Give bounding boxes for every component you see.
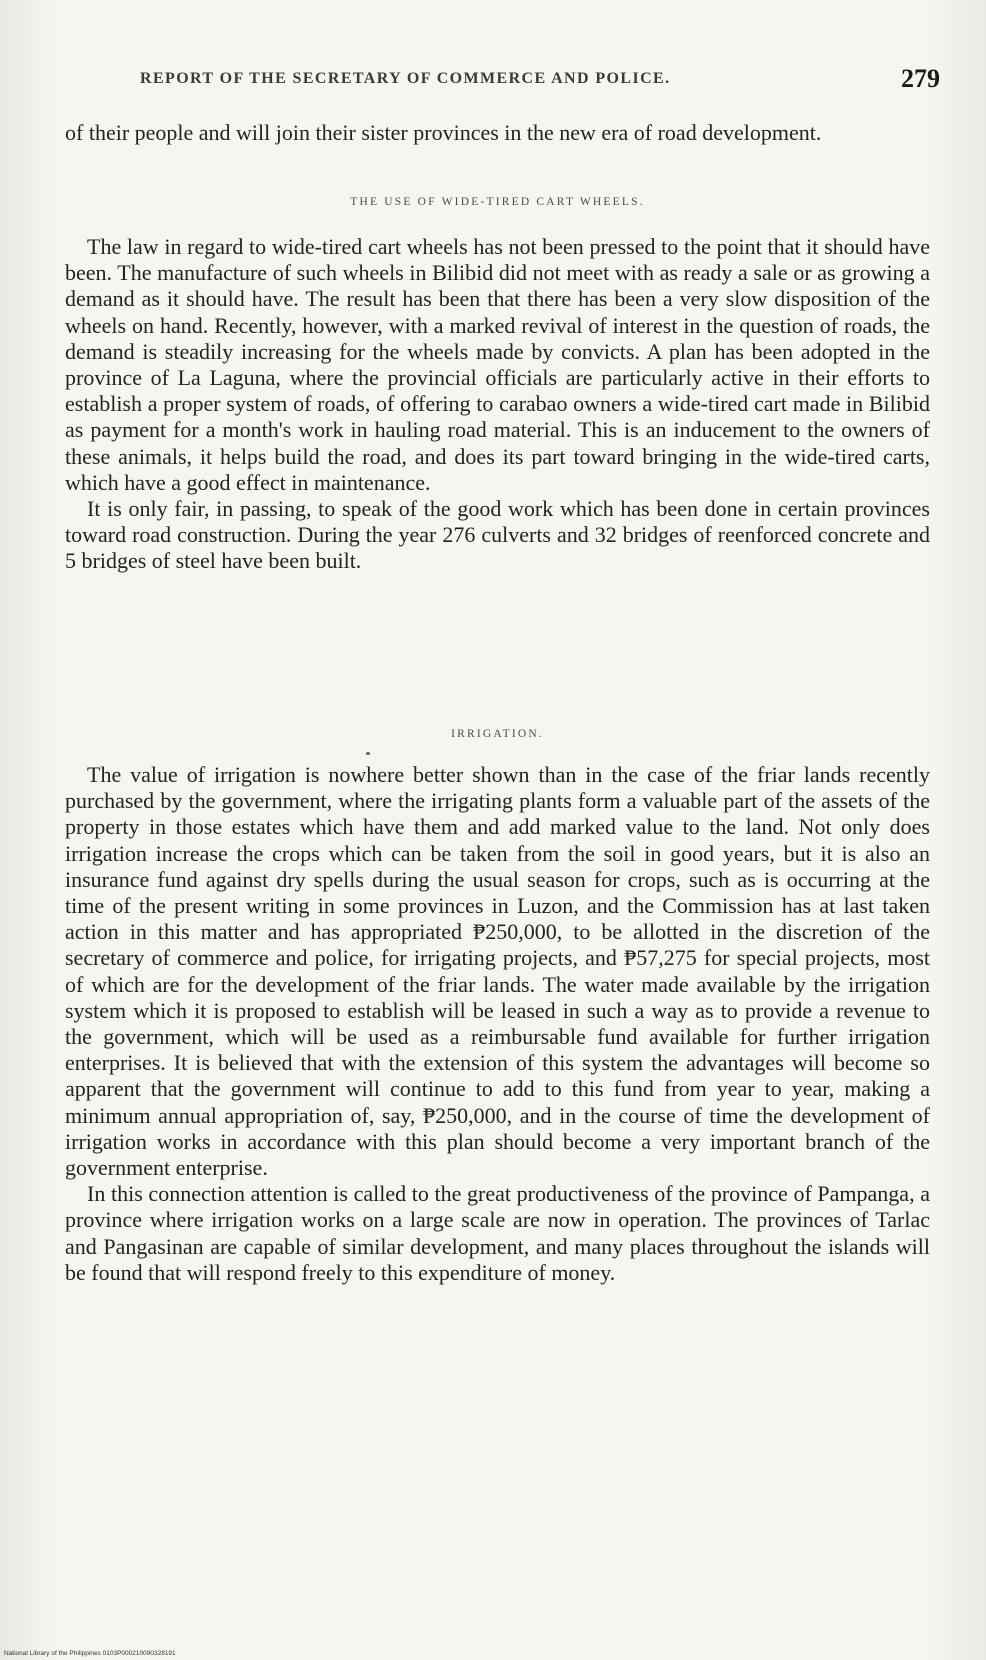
ink-speck <box>366 752 370 755</box>
page-number: 279 <box>901 64 940 93</box>
continuation-paragraph: of their people and will join their sister provinces in the new era of road development. <box>65 120 822 145</box>
paragraph-cart-wheels-law: The law in regard to wide-tired cart wheels has not been pressed to the point that it should have been. The manufacture of such wheels in Bilibid did not meet with as ready a sale or as growing a demand as it should have. The result has been that there has been a very slow disposition of the wheels on hand. Recently, however, with a marked revival of interest in the question of roads, the demand is steadily increasing for the wheels made by convicts. A plan has been adopted in the province of La Laguna, where the provincial officials are particularly active in their efforts to establish a proper system of roads, of offering to carabao owners a wide-tired cart made in Bilibid as payment for a month's work in hauling road material. This is an inducement to the owners of these animals, it helps build the road, and does its part toward bringing in the wide-tired carts, which have a good effect in maintenance. <box>65 234 930 495</box>
continuation-text <box>65 120 930 146</box>
section-heading-wide-tired-cart-wheels: THE USE OF WIDE-TIRED CART WHEELS. <box>350 196 645 208</box>
paragraph-pampanga: In this connection attention is called to the great productiveness of the province of Pampanga, a province where irrigation works on a large scale are now in operation. The provinces of Tarlac and Pangasinan are capable of similar development, and many places throughout the islands will be found that will respond freely to this expenditure of money. <box>65 1181 930 1285</box>
paragraph-road-construction: It is only fair, in passing, to speak of the good work which has been done in certain provinces toward road construction. During the year 276 culverts and 32 bridges of reenforced concrete and 5 bridges of steel have been built. <box>65 496 930 574</box>
paragraph-irrigation-value: The value of irrigation is nowhere better shown than in the case of the friar lands recently purchased by the government, where the irrigating plants form a valuable part of the assets of the property in those estates which have them and add marked value to the land. Not only does irrigation increase the crops which can be taken from the soil in good years, but it is also an insurance fund against dry spells during the usual season for crops, such as is occurring at the time of the present writing in some provinces in Luzon, and the Commission has at last taken action in this matter and has appropriated ₱250,000, to be allotted in the discretion of the secretary of commerce and police, for irrigating projects, and ₱57,275 for special projects, most of which are for the development of the friar lands. The water made available by the irrigation system which it is proposed to establish will be leased in such a way as to provide a revenue to the government, which will be used as a reimbursable fund available for further irrigation enterprises. It is believed that with the extension of this system the advantages will become so apparent that the government will continue to add to this fund from year to year, making a minimum annual appropriation of, say, ₱250,000, and in the course of time the development of irrigation works in accordance with this plan should become a very important branch of the government enterprise. <box>65 762 930 1181</box>
section-heading-irrigation: IRRIGATION. <box>451 728 544 740</box>
running-header <box>130 64 940 94</box>
section-body-irrigation <box>65 762 930 1286</box>
header-title: REPORT OF THE SECRETARY OF COMMERCE AND POLICE. <box>140 70 671 87</box>
section-body-wide-tired-cart-wheels <box>65 234 930 575</box>
scan-footer-attribution: National Library of the Philippines 0103P000210090328191 <box>4 1650 176 1657</box>
